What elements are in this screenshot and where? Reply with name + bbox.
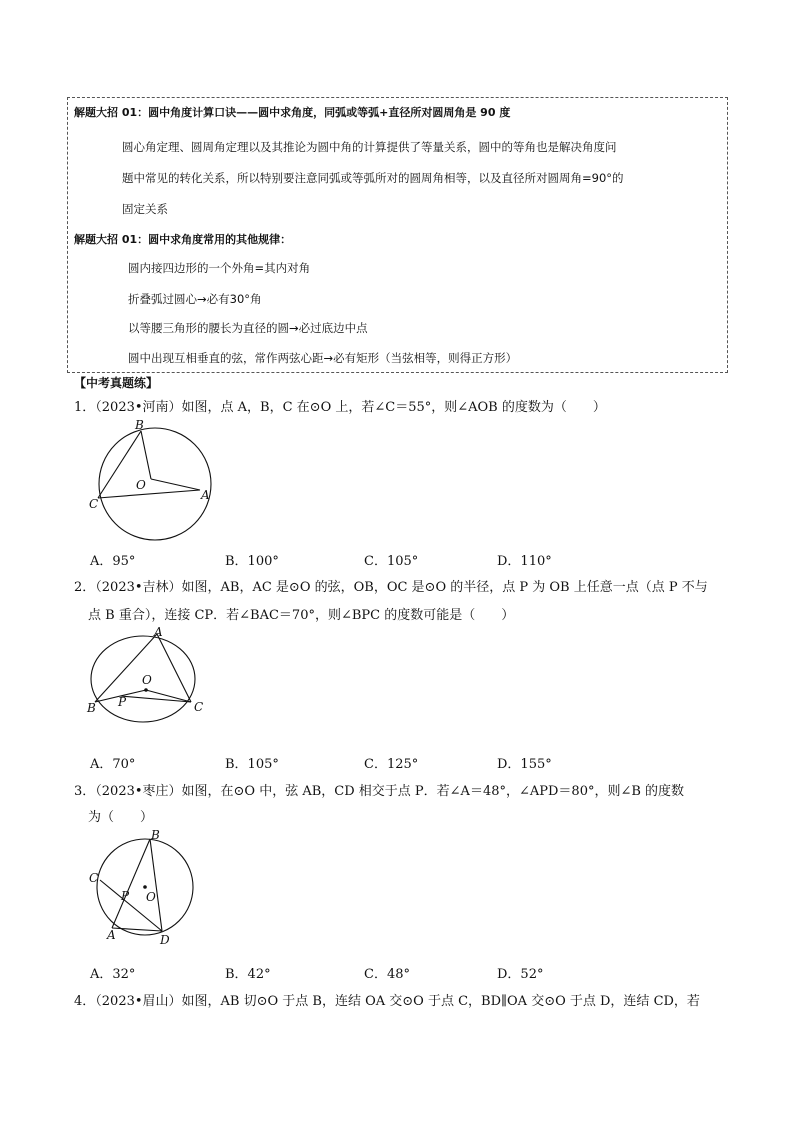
tips-paragraph-line-2: 题中常见的转化关系，所以特别要注意同弧或等弧所对的圆周角相等，以及直径所对圆周角=90°的 <box>122 171 624 185</box>
question-2-option-b: B．105° <box>225 757 279 772</box>
q1-label-a: A <box>201 488 210 502</box>
q1-label-o: O <box>136 478 146 492</box>
q3-label-c: C <box>89 871 99 885</box>
question-1-figure <box>84 418 224 538</box>
q3-label-o: O <box>146 890 156 904</box>
question-1-text: 1．（2023•河南）如图，点 A，B，C 在⊙O 上，若∠C＝55°，则∠AOB 的度数为（ ） <box>74 400 606 415</box>
q3-label-b: B <box>151 828 160 842</box>
question-2-option-c: C．125° <box>364 757 419 772</box>
question-1-option-b: B．100° <box>225 554 279 569</box>
tips-rule-1: 圆内接四边形的一个外角=其内对角 <box>128 261 311 275</box>
tips-rule-2: 折叠弧过圆心→必有30°角 <box>128 292 262 306</box>
question-3-text-line-1: 3．（2023•枣庄）如图，在⊙O 中，弦 AB，CD 相交于点 P．若∠A＝48°，∠APD＝80°，则∠B 的度数 <box>74 784 685 799</box>
question-3-figure <box>84 828 214 948</box>
section-title: 【中考真题练】 <box>74 376 159 390</box>
question-4-text-line-1: 4．（2023•眉山）如图，AB 切⊙O 于点 B，连结 OA 交⊙O 于点 C，BD∥OA 交⊙O 于点 D，连结 CD，若 <box>74 994 700 1009</box>
question-3-option-d: D．52° <box>497 967 544 982</box>
q1-label-b: B <box>135 418 144 432</box>
q3-label-p: P <box>121 889 130 903</box>
question-3-option-a: A．32° <box>90 967 136 982</box>
question-1-option-d: D．110° <box>497 554 552 569</box>
q2-label-c: C <box>194 700 204 714</box>
tips-heading-2: 解题大招 01：圆中求角度常用的其他规律： <box>74 233 292 246</box>
q2-label-a: A <box>154 625 163 639</box>
question-2-text-line-2: 点 B 重合），连接 CP．若∠BAC＝70°，则∠BPC 的度数可能是（ ） <box>88 608 515 623</box>
q2-label-b: B <box>87 701 96 715</box>
question-1-option-c: C．105° <box>364 554 419 569</box>
q1-label-c: C <box>89 497 99 511</box>
tips-paragraph-line-1: 圆心角定理、圆周角定理以及其推论为圆中角的计算提供了等量关系，圆中的等角也是解决角度问 <box>122 140 617 154</box>
q3-label-a: A <box>107 928 116 942</box>
tips-paragraph-line-3: 固定关系 <box>122 202 168 216</box>
question-2-option-d: D．155° <box>497 757 552 772</box>
q2-label-p: P <box>118 695 127 709</box>
question-1-option-a: A．95° <box>90 554 136 569</box>
question-3-option-c: C．48° <box>364 967 410 982</box>
question-2-text-line-1: 2．（2023•吉林）如图，AB，AC 是⊙O 的弦，OB，OC 是⊙O 的半径，点 P 为 OB 上任意一点（点 P 不与 <box>74 580 708 595</box>
tips-rule-3: 以等腰三角形的腰长为直径的圆→必过底边中点 <box>128 321 368 335</box>
q2-label-o: O <box>142 673 152 687</box>
q3-label-d: D <box>160 933 170 947</box>
question-3-text-line-2: 为（ ） <box>88 810 154 825</box>
tips-rule-4: 圆中出现互相垂直的弦，常作两弦心距→必有矩形（当弦相等，则得正方形） <box>128 351 518 365</box>
question-3-option-b: B．42° <box>225 967 271 982</box>
tips-heading-1: 解题大招 01：圆中角度计算口诀——圆中求角度，同弧或等弧+直径所对圆周角是 90 度 <box>74 106 511 119</box>
question-2-figure <box>84 622 214 722</box>
question-2-option-a: A．70° <box>90 757 136 772</box>
